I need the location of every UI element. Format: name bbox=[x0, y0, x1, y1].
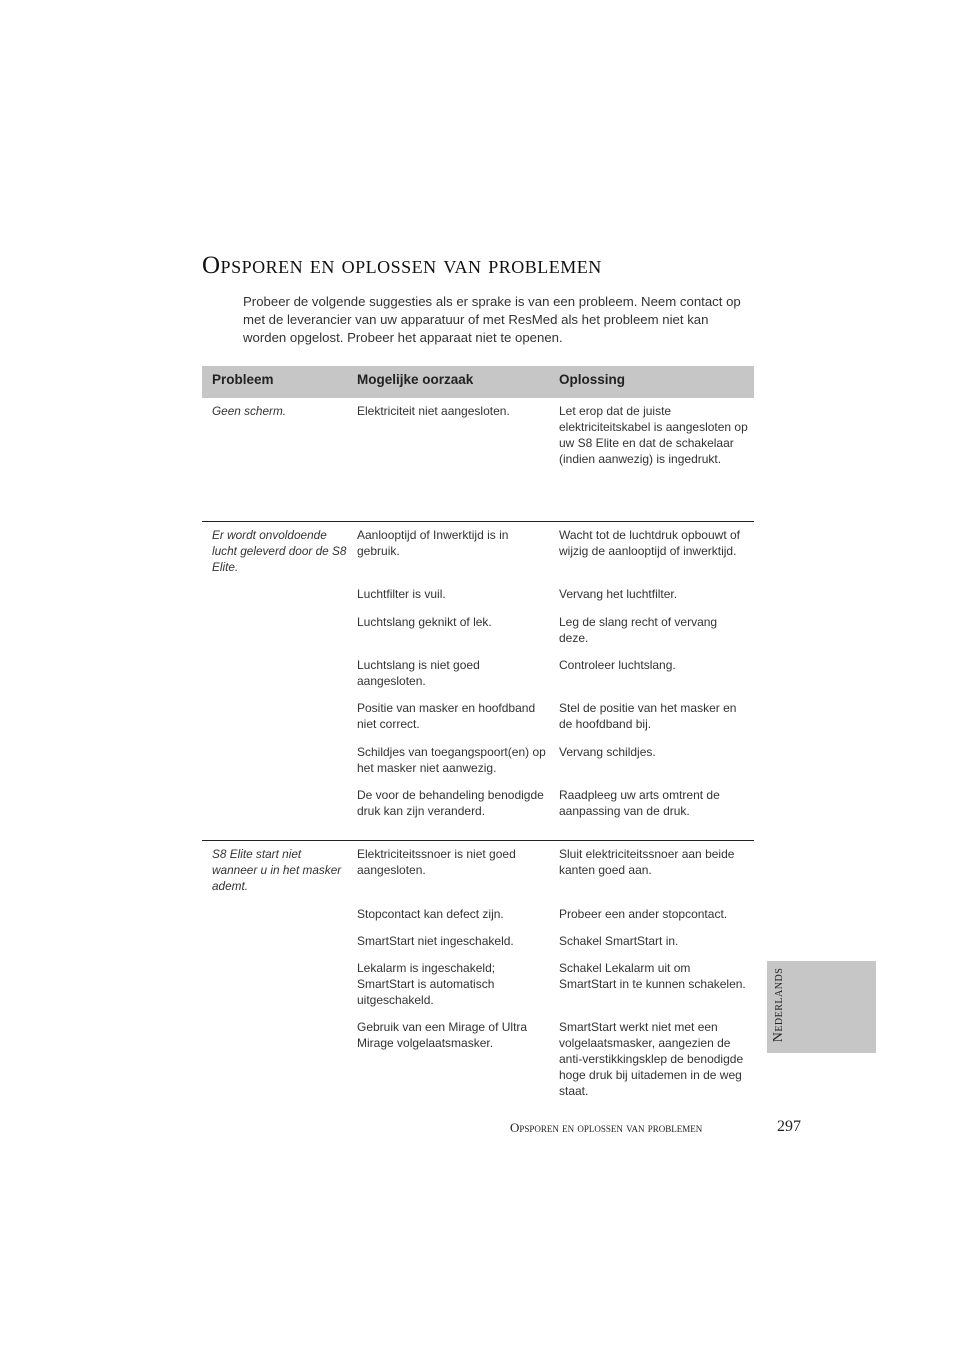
cause-cell: Luchtslang is niet goed aangesloten. bbox=[357, 658, 480, 688]
cause-cell: Luchtfilter is vuil. bbox=[357, 587, 446, 601]
header-solution: Oplossing bbox=[559, 372, 626, 387]
header-cause: Mogelijke oorzaak bbox=[357, 372, 474, 387]
header-problem: Probleem bbox=[212, 372, 274, 387]
cause-cell: Positie van masker en hoofdband niet correct. bbox=[357, 701, 536, 731]
page-number: 297 bbox=[777, 1118, 801, 1135]
intro-paragraph: Probeer de volgende suggesties als er sprake is van een probleem. Neem contact op met de leverancier van uw apparatuur of met ResMed als het probleem niet kan worden opgelost. Probeer het apparaat niet te openen. bbox=[243, 294, 741, 345]
solution-cell: Sluit elektriciteitssnoer aan beide kanten goed aan. bbox=[559, 847, 735, 877]
solution-cell: SmartStart werkt niet met een volgelaatsmasker, aangezien de anti-verstikkingsklep de benodigde hoge druk bij uitademen in de weg staat. bbox=[559, 1020, 744, 1098]
solution-cell: Probeer een ander stopcontact. bbox=[559, 907, 728, 921]
cause-cell: Stopcontact kan defect zijn. bbox=[357, 907, 504, 921]
troubleshooting-table bbox=[202, 366, 754, 1111]
solution-cell: Raadpleeg uw arts omtrent de aanpassing van de druk. bbox=[559, 788, 720, 818]
cause-cell: Gebruik van een Mirage of Ultra Mirage volgelaatsmasker. bbox=[357, 1020, 528, 1050]
cause-cell: De voor de behandeling benodigde druk kan zijn veranderd. bbox=[357, 788, 544, 818]
cause-cell: Luchtslang geknikt of lek. bbox=[357, 615, 492, 629]
problem-cell: S8 Elite start niet wanneer u in het masker ademt. bbox=[212, 847, 342, 893]
solution-cell: Let erop dat de juiste elektriciteitskabel is aangesloten op uw S8 Elite en dat de schakelaar (indien aanwezig) is ingedrukt. bbox=[559, 404, 748, 466]
table-group-insufficient-air bbox=[202, 522, 754, 841]
solution-cell: Leg de slang recht of vervang deze. bbox=[559, 615, 718, 645]
solution-cell: Stel de positie van het masker en de hoofdband bij. bbox=[559, 701, 737, 731]
language-side-tab bbox=[767, 961, 876, 1053]
solution-cell: Schakel Lekalarm uit om SmartStart in te kunnen schakelen. bbox=[559, 961, 746, 991]
solution-cell: Vervang het luchtfilter. bbox=[559, 587, 678, 601]
solution-cell: Vervang schildjes. bbox=[559, 745, 656, 759]
page-title: Opsporen en oplossen van problemen bbox=[202, 252, 602, 279]
cause-cell: Lekalarm is ingeschakeld; SmartStart is automatisch uitgeschakeld. bbox=[357, 961, 496, 1007]
solution-cell: Wacht tot de luchtdruk opbouwt of wijzig de aanlooptijd of inwerktijd. bbox=[559, 528, 740, 558]
language-side-tab-label: Nederlands bbox=[771, 967, 786, 1043]
solution-cell: Controleer luchtslang. bbox=[559, 658, 676, 672]
footer-title: Opsporen en oplossen van problemen bbox=[510, 1120, 703, 1135]
cause-cell: Elektriciteit niet aangesloten. bbox=[357, 404, 510, 418]
cause-cell: Aanlooptijd of Inwerktijd is in gebruik. bbox=[357, 528, 509, 558]
solution-cell: Schakel SmartStart in. bbox=[559, 934, 679, 948]
problem-cell: Geen scherm. bbox=[212, 404, 287, 418]
table-group-no-display bbox=[202, 398, 754, 522]
problem-cell: Er wordt onvoldoende lucht geleverd door de S8 Elite. bbox=[212, 528, 347, 574]
cause-cell: Elektriciteitssnoer is niet goed aangesloten. bbox=[357, 847, 516, 877]
table-header bbox=[202, 366, 754, 398]
cause-cell: SmartStart niet ingeschakeld. bbox=[357, 934, 514, 948]
cause-cell: Schildjes van toegangspoort(en) op het masker niet aanwezig. bbox=[357, 745, 546, 775]
table-group-smartstart bbox=[202, 841, 754, 1111]
